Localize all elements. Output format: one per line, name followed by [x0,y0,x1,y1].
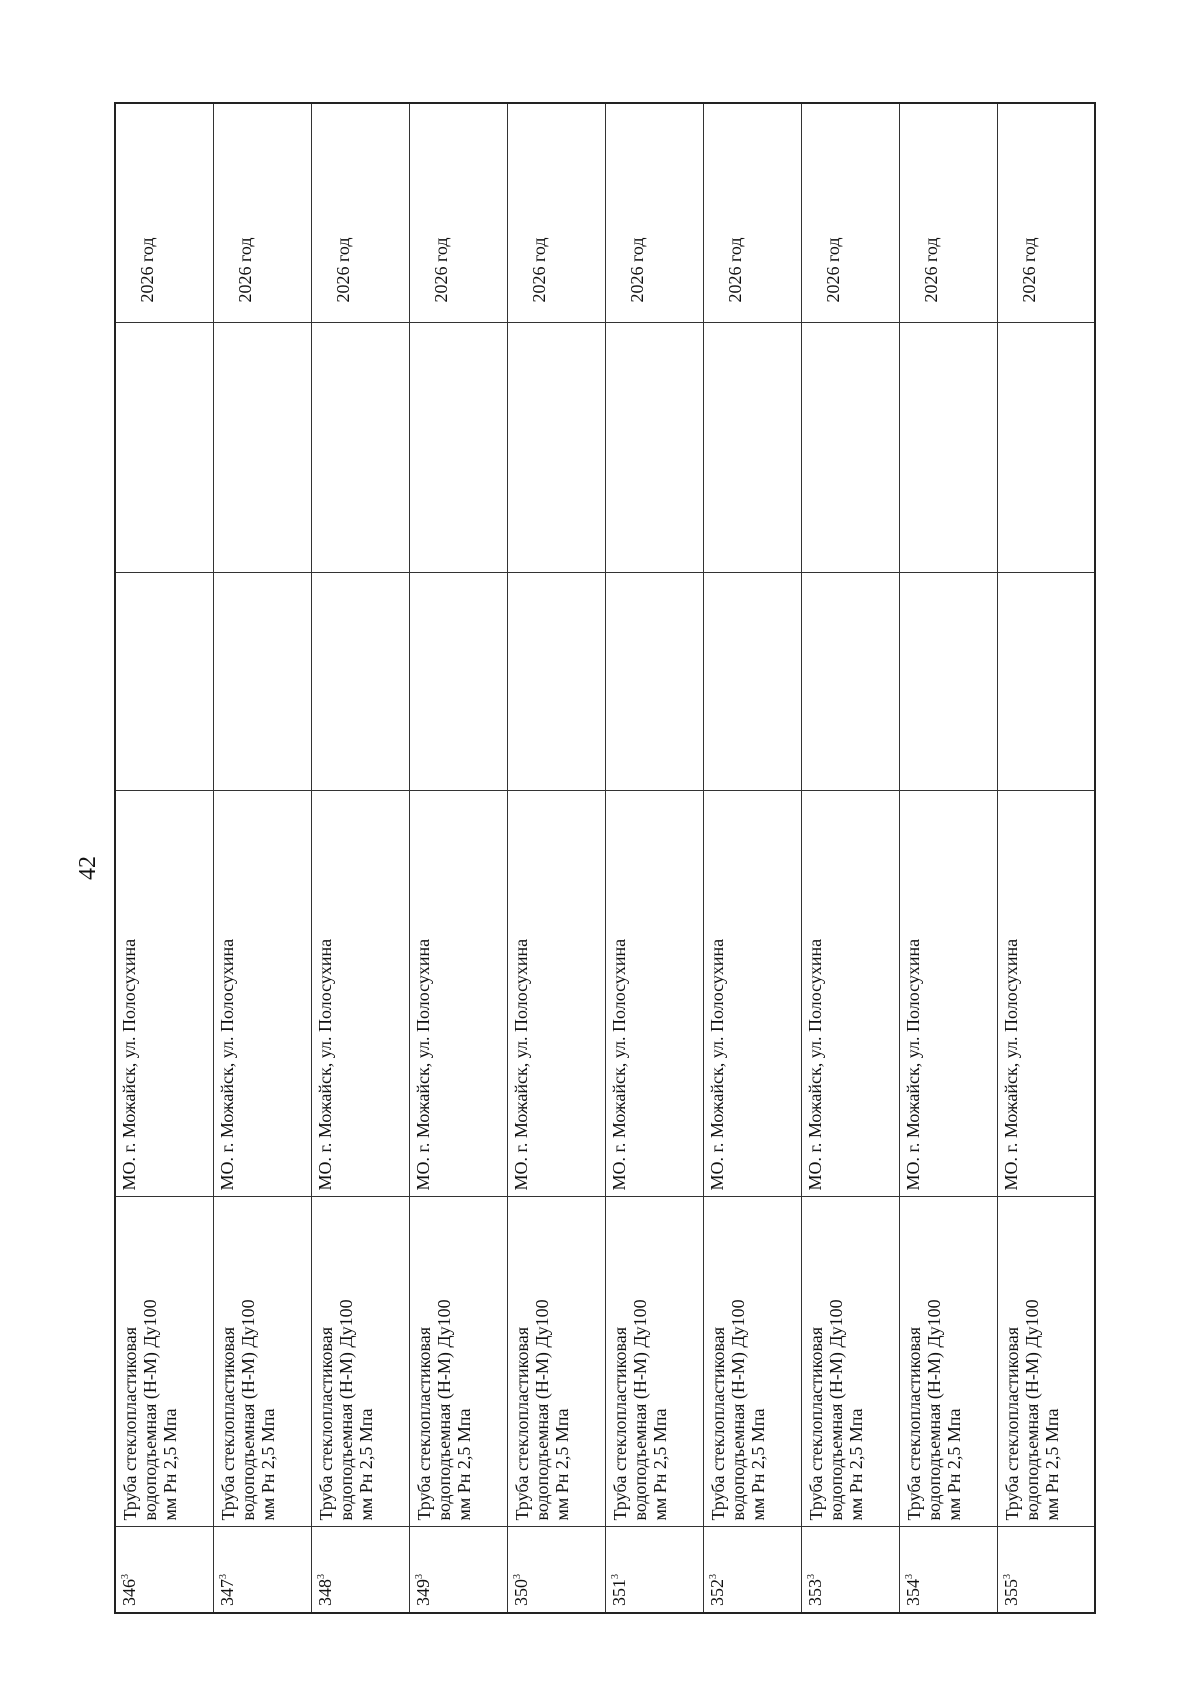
address-cell [507,791,605,1197]
row-number-cell [115,1527,213,1613]
rotated-table-wrapper [114,104,1096,1614]
table-row [605,103,703,1613]
empty-cell-1 [997,573,1095,791]
address-text: МО. г. Можайск, ул. Полосухина [706,938,727,1191]
row-number-superscript: 3 [413,1574,425,1579]
empty-cell-1 [507,573,605,791]
empty-cell-1 [605,573,703,791]
item-name-line-1: Труба стеклопластиковая [413,1326,434,1521]
item-name-cell [311,1197,409,1527]
row-number-superscript: 3 [1001,1574,1013,1579]
empty-cell-2 [703,323,801,573]
table-row [213,103,311,1613]
address-cell [997,791,1095,1197]
row-number-cell [507,1527,605,1613]
item-name-line-1: Труба стеклопластиковая [609,1326,630,1521]
empty-cell-2 [997,323,1095,573]
page-number: 42 [75,856,101,880]
row-number: 354 [902,1579,923,1606]
year-cell [703,103,801,323]
row-number-superscript: 3 [511,1574,523,1579]
item-name-cell [899,1197,997,1527]
year-cell [311,103,409,323]
item-name-cell [409,1197,507,1527]
row-number: 351 [608,1579,629,1606]
item-name-line-2: водоподъемная (Н-М) Ду100 [531,1299,552,1521]
empty-cell-2 [801,323,899,573]
table-row [311,103,409,1613]
row-number: 347 [216,1579,237,1606]
row-number-superscript: 3 [609,1574,621,1579]
row-number: 348 [314,1579,335,1606]
item-name-line-3: мм Рн 2,5 Мпа [1041,1408,1062,1521]
item-name-line-1: Труба стеклопластиковая [120,1326,140,1521]
item-name-line-3: мм Рн 2,5 Мпа [649,1408,670,1521]
year-text: 2026 год [332,237,353,303]
item-name-line-1: Труба стеклопластиковая [315,1326,336,1521]
year-cell [997,103,1095,323]
item-name-line-3: мм Рн 2,5 Мпа [355,1408,376,1521]
item-name-line-2: водоподъемная (Н-М) Ду100 [825,1299,846,1521]
empty-cell-1 [115,573,213,791]
item-name-cell [997,1197,1095,1527]
table-row [115,103,213,1613]
item-name-line-2: водоподъемная (Н-М) Ду100 [923,1299,944,1521]
item-name-line-1: Труба стеклопластиковая [805,1326,826,1521]
item-name-line-2: водоподъемная (Н-М) Ду100 [629,1299,650,1521]
empty-cell-1 [899,573,997,791]
item-name-line-3: мм Рн 2,5 Мпа [943,1408,964,1521]
row-number-superscript: 3 [707,1574,719,1579]
row-number-cell [213,1527,311,1613]
row-number-cell [605,1527,703,1613]
row-number-cell [409,1527,507,1613]
table-row [703,103,801,1613]
item-name-line-1: Труба стеклопластиковая [903,1326,924,1521]
empty-cell-2 [311,323,409,573]
row-number: 353 [804,1579,825,1606]
table-row [507,103,605,1613]
item-name-line-2: водоподъемная (Н-М) Ду100 [727,1299,748,1521]
empty-cell-1 [213,573,311,791]
year-text: 2026 год [626,237,647,303]
year-text: 2026 год [430,237,451,303]
year-cell [409,103,507,323]
address-cell [311,791,409,1197]
address-text: МО. г. Можайск, ул. Полосухина [510,938,531,1191]
item-name-line-1: Труба стеклопластиковая [1001,1326,1022,1521]
table-row [997,103,1095,1613]
row-number-superscript: 3 [120,1574,131,1579]
address-cell [703,791,801,1197]
item-name-line-2: водоподъемная (Н-М) Ду100 [1021,1299,1042,1521]
address-text: МО. г. Можайск, ул. Полосухина [412,938,433,1191]
address-text: МО. г. Можайск, ул. Полосухина [314,938,335,1191]
address-text: МО. г. Можайск, ул. Полосухина [902,938,923,1191]
item-name-line-3: мм Рн 2,5 Мпа [453,1408,474,1521]
row-number: 352 [706,1579,727,1606]
row-number-cell [997,1527,1095,1613]
item-name-cell [703,1197,801,1527]
empty-cell-2 [507,323,605,573]
row-number-cell [899,1527,997,1613]
row-number: 346 [119,1579,139,1606]
item-name-line-1: Труба стеклопластиковая [217,1326,238,1521]
empty-cell-1 [703,573,801,791]
row-number-superscript: 3 [217,1574,229,1579]
item-name-cell [605,1197,703,1527]
item-name-line-3: мм Рн 2,5 Мпа [845,1408,866,1521]
item-name-line-2: водоподъемная (Н-М) Ду100 [335,1299,356,1521]
row-number-superscript: 3 [805,1574,817,1579]
year-text: 2026 год [724,237,745,303]
empty-cell-1 [409,573,507,791]
year-text: 2026 год [234,237,255,303]
item-name-line-2: водоподъемная (Н-М) Ду100 [237,1299,258,1521]
address-text: МО. г. Можайск, ул. Полосухина [216,938,237,1191]
item-name-cell [801,1197,899,1527]
empty-cell-2 [605,323,703,573]
address-cell [409,791,507,1197]
equipment-table [114,102,1096,1614]
address-text: МО. г. Можайск, ул. Полосухина [119,938,139,1191]
item-name-line-3: мм Рн 2,5 Мпа [747,1408,768,1521]
empty-cell-1 [311,573,409,791]
address-text: МО. г. Можайск, ул. Полосухина [1000,938,1021,1191]
year-text: 2026 год [920,237,941,303]
empty-cell-2 [899,323,997,573]
item-name-cell [115,1197,213,1527]
row-number-superscript: 3 [903,1574,915,1579]
year-cell [507,103,605,323]
year-text: 2026 год [822,237,843,303]
item-name-line-3: мм Рн 2,5 Мпа [257,1408,278,1521]
item-name-cell [507,1197,605,1527]
empty-cell-2 [409,323,507,573]
address-cell [115,791,213,1197]
year-text: 2026 год [137,237,157,303]
item-name-line-1: Труба стеклопластиковая [511,1326,532,1521]
address-cell [213,791,311,1197]
row-number: 350 [510,1579,531,1606]
address-cell [899,791,997,1197]
address-cell [605,791,703,1197]
year-text: 2026 год [528,237,549,303]
table-row [409,103,507,1613]
table-row [801,103,899,1613]
year-cell [899,103,997,323]
item-name-line-3: мм Рн 2,5 Мпа [160,1408,181,1521]
item-name-line-1: Труба стеклопластиковая [707,1326,728,1521]
item-name-line-2: водоподъемная (Н-М) Ду100 [140,1299,161,1521]
address-text: МО. г. Можайск, ул. Полосухина [608,938,629,1191]
row-number-superscript: 3 [315,1574,327,1579]
year-cell [605,103,703,323]
empty-cell-1 [801,573,899,791]
row-number-cell [703,1527,801,1613]
year-text: 2026 год [1018,237,1039,303]
row-number: 349 [412,1579,433,1606]
row-number-cell [311,1527,409,1613]
year-cell [801,103,899,323]
row-number: 355 [1000,1579,1021,1606]
address-cell [801,791,899,1197]
year-cell [115,103,213,323]
table-row [899,103,997,1613]
row-number-cell [801,1527,899,1613]
address-text: МО. г. Можайск, ул. Полосухина [804,938,825,1191]
empty-cell-2 [115,323,213,573]
item-name-line-3: мм Рн 2,5 Мпа [551,1408,572,1521]
item-name-cell [213,1197,311,1527]
year-cell [213,103,311,323]
item-name-line-2: водоподъемная (Н-М) Ду100 [433,1299,454,1521]
empty-cell-2 [213,323,311,573]
